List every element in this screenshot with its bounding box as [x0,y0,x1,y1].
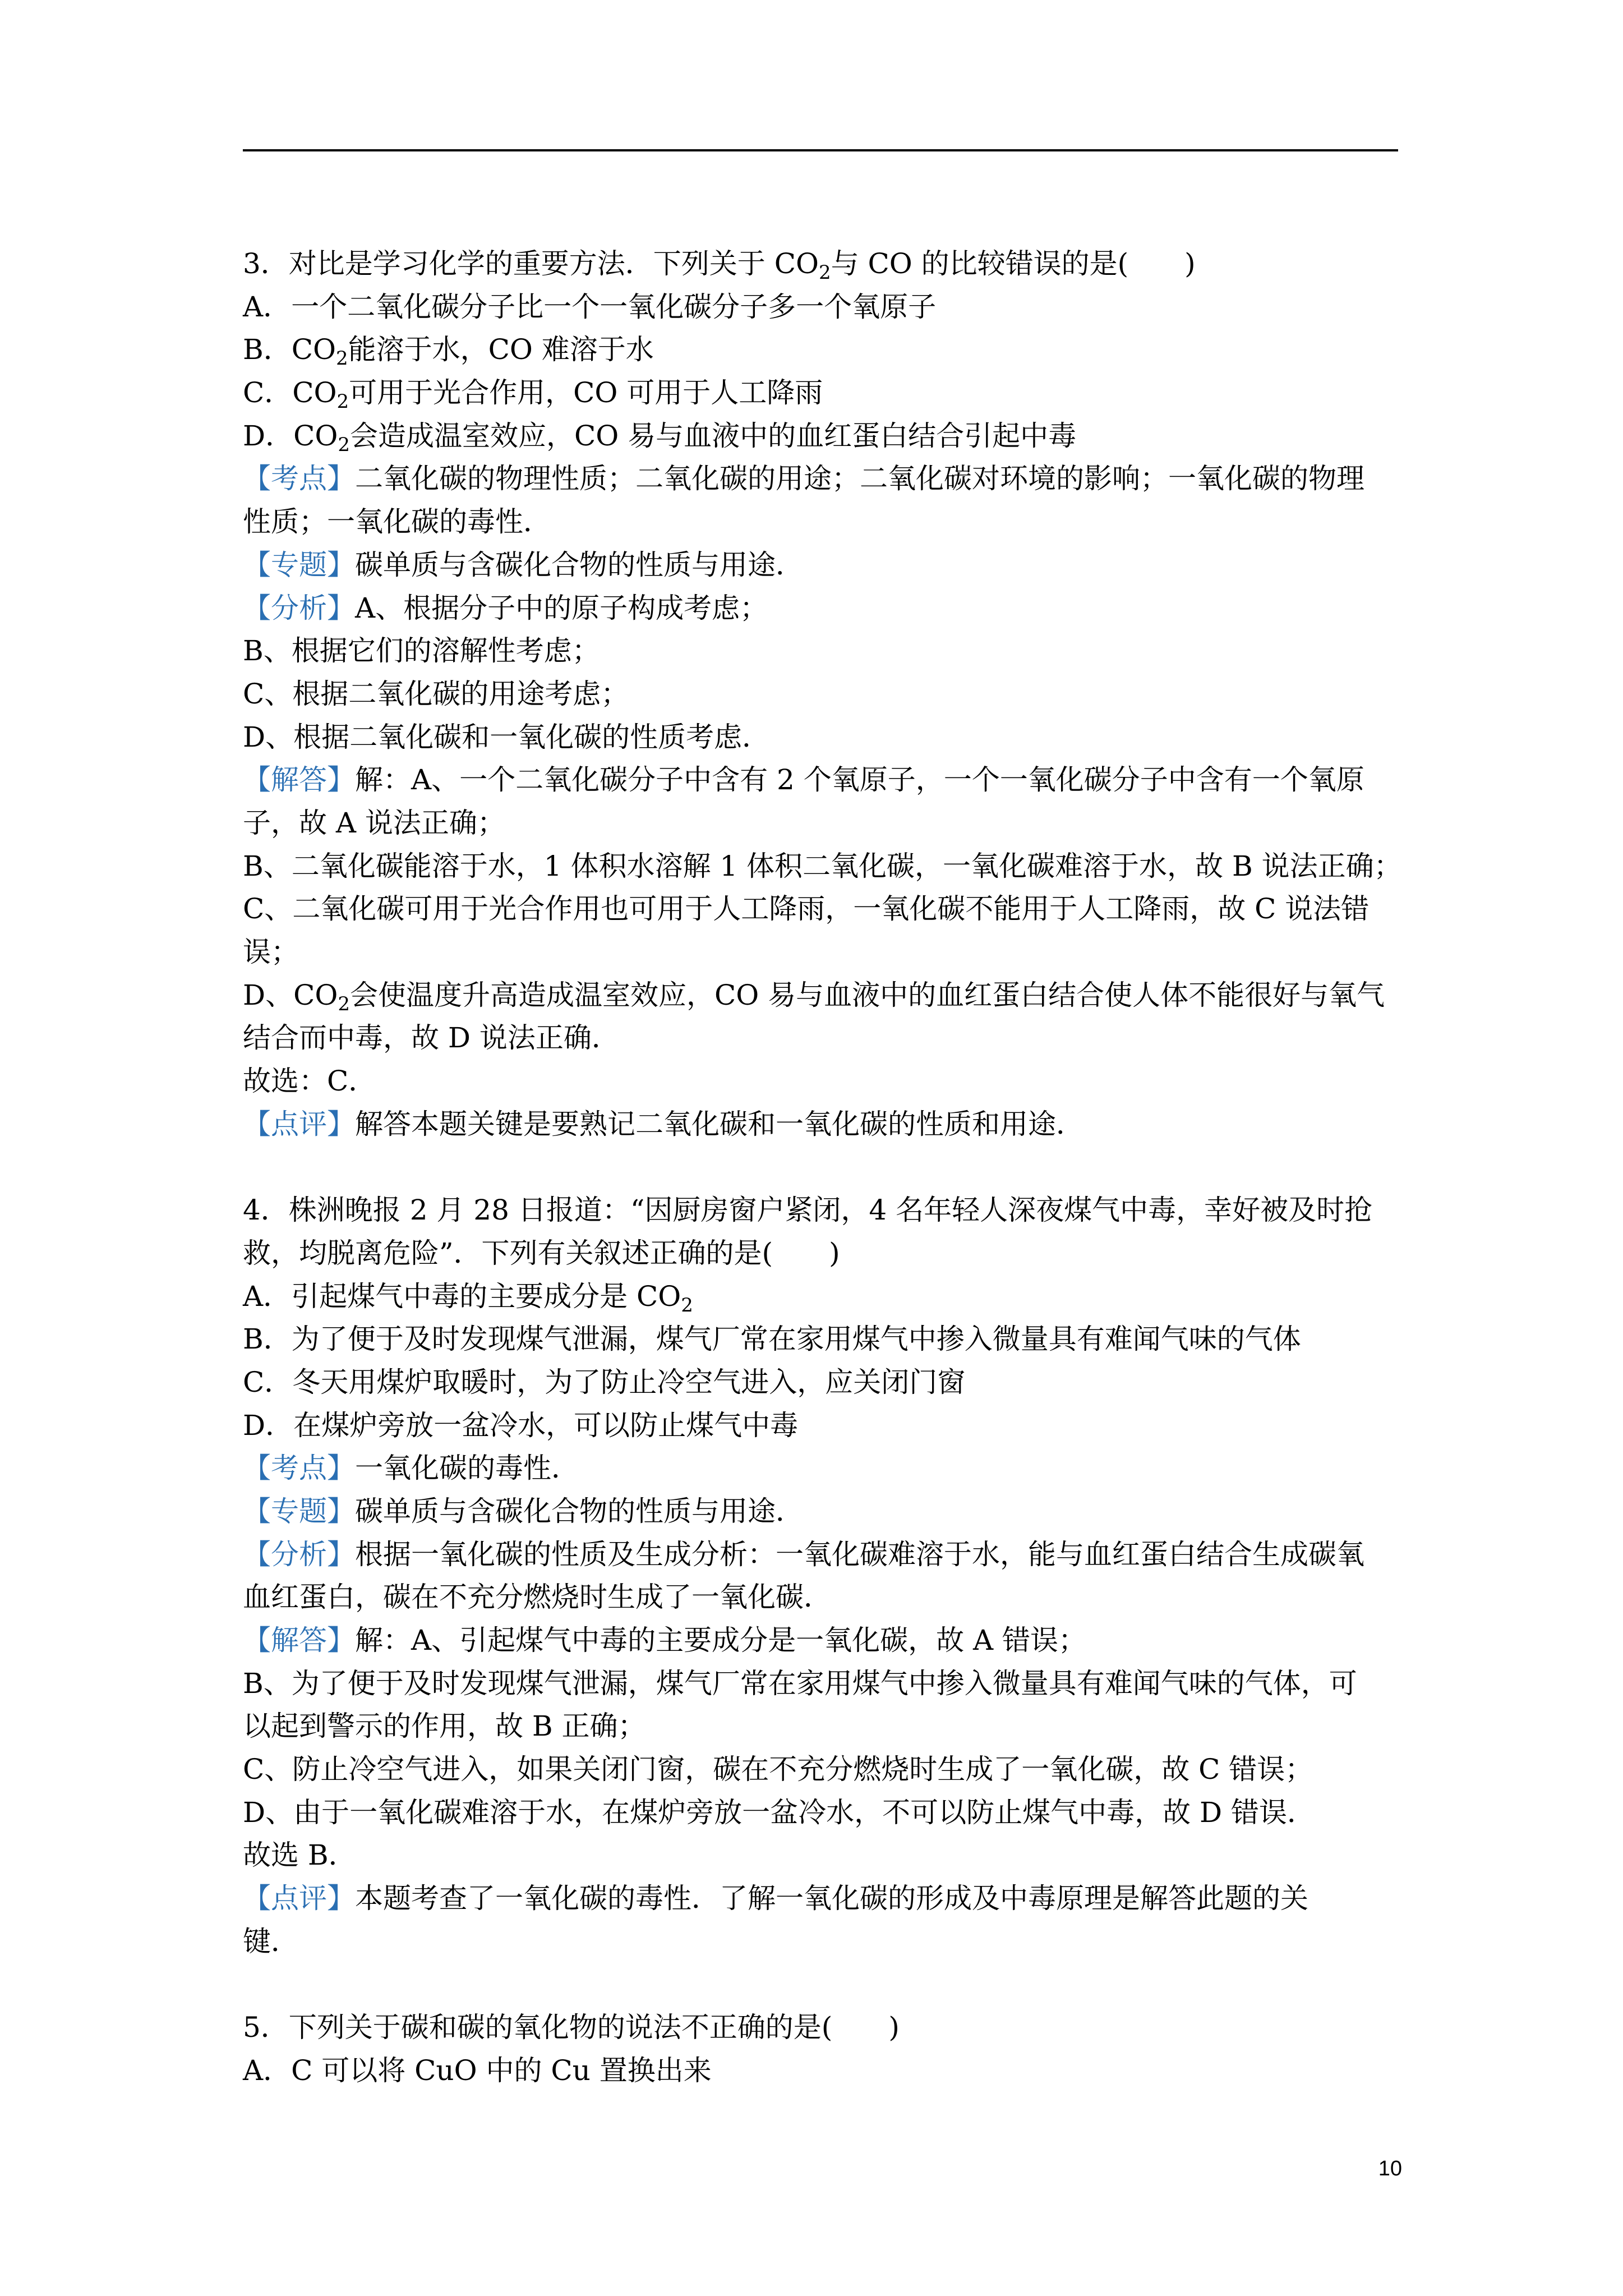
q4-answer: 故选 B． [243,1839,357,1872]
q4-fenxi: 【分析】根据一氧化碳的性质及生成分析：一氧化碳难溶于水，能与血红蛋白结合生成碳氧 [243,1538,1364,1571]
kaodian-tag: 【考点】 [243,462,355,495]
q3-zhuanti: 【专题】碳单质与含碳化合物的性质与用途． [243,548,804,581]
q3-jieda: 【解答】解：A、一个二氧化碳分子中含有 2 个氧原子，一个一氧化碳分子中含有一个氧原 [243,763,1364,797]
q4-option-c: C．冬天用煤炉取暖时，为了防止冷空气进入，应关闭门窗 [243,1365,966,1398]
q3-jieda-2: 子，故 A 说法正确； [243,806,505,839]
fenxi-tag: 【分析】 [243,1538,355,1571]
q4-stem: 4．株洲晚报 2 月 28 日报道：“因厨房窗户紧闭，4 名年轻人深夜煤气中毒，幸好被及时抢 [243,1194,1373,1227]
q3-jieda-4: C、二氧化碳可用于光合作用也可用于人工降雨，一氧化碳不能用于人工降雨，故 C 说法错 [243,892,1370,926]
q4-dianping: 【点评】本题考查了一氧化碳的毒性．了解一氧化碳的形成及中毒原理是解答此题的关 [243,1882,1308,1915]
zhuanti-tag: 【专题】 [243,548,355,581]
q3-jieda-3: B、二氧化碳能溶于水，1 体积水溶解 1 体积二氧化碳，一氧化碳难溶于水，故 B 说法正确； [243,849,1402,882]
q3-option-a: A．一个二氧化碳分子比一个一氧化碳分子多一个氧原子 [243,290,937,323]
page-number: 10 [1378,2157,1402,2180]
q3-dianping: 【点评】解答本题关键是要熟记二氧化碳和一氧化碳的性质和用途． [243,1107,1084,1140]
q3-answer: 故选：C． [243,1065,377,1098]
q3-fenxi: 【分析】A、根据分子中的原子构成考虑； [243,591,768,624]
q5-option-a: A．C 可以将 CuO 中的 Cu 置换出来 [243,2054,712,2087]
q3-jieda-5: 误； [243,936,299,968]
kaodian-tag: 【考点】 [243,1452,355,1485]
q4-fenxi-cont: 血红蛋白，碳在不充分燃烧时生成了一氧化碳． [243,1581,832,1614]
q4-zhuanti: 【专题】碳单质与含碳化合物的性质与用途． [243,1494,804,1527]
q4-option-d: D．在煤炉旁放一盆冷水，可以防止煤气中毒 [243,1409,799,1442]
q3-option-d: D．$CO_2$会造成温室效应，CO 易与血液中的血红蛋白结合引起中毒 [243,419,1077,456]
q3-stem: 3．对比是学习化学的重要方法．下列关于 $CO_2$与 CO 的比较错误的是( ) [243,247,1196,284]
q3-kaodian: 【考点】二氧化碳的物理性质；二氧化碳的用途；二氧化碳对环境的影响；一氧化碳的物理 [243,462,1364,495]
q3-jieda-6: D、$CO_2$会使温度升高造成温室效应，CO 易与血液中的血红蛋白结合使人体不能很好与氧气 [243,978,1385,1015]
q4-option-a: A．引起煤气中毒的主要成分是 $CO_2$ [243,1280,693,1317]
q4-jieda-4: C、防止冷空气进入，如果关闭门窗，碳在不充分燃烧时生成了一氧化碳，故 C 错误； [243,1753,1313,1786]
page-content [243,242,1421,2092]
q3-kaodian-cont: 性质；一氧化碳的毒性． [243,505,551,539]
jieda-tag: 【解答】 [243,763,355,797]
q3-option-c: C．$CO_2$可用于光合作用，CO 可用于人工降雨 [243,376,823,413]
dianping-tag: 【点评】 [243,1882,355,1915]
header-rule [243,149,1398,151]
q4-jieda-3: 以起到警示的作用，故 B 正确； [243,1710,646,1743]
q4-jieda-5: D、由于一氧化碳难溶于水，在煤炉旁放一盆冷水，不可以防止煤气中毒，故 D 错误． [243,1796,1315,1829]
jieda-tag: 【解答】 [243,1624,355,1657]
zhuanti-tag: 【专题】 [243,1494,355,1527]
q5-stem: 5．下列关于碳和碳的氧化物的说法不正确的是( ) [243,2011,900,2044]
q4-jieda-2: B、为了便于及时发现煤气泄漏，煤气厂常在家用煤气中掺入微量具有难闻气味的气体，可 [243,1667,1357,1700]
q3-fenxi-c: C、根据二氧化碳的用途考虑； [243,677,629,710]
q3-fenxi-b: B、根据它们的溶解性考虑； [243,634,600,668]
q4-jieda: 【解答】解：A、引起煤气中毒的主要成分是一氧化碳，故 A 错误； [243,1624,1087,1657]
q4-stem-cont: 救，均脱离危险”．下列有关叙述正确的是( ) [243,1236,840,1269]
q3-fenxi-d: D、根据二氧化碳和一氧化碳的性质考虑． [243,720,771,753]
spacer [243,1963,1421,2007]
q4-kaodian: 【考点】一氧化碳的毒性． [243,1452,579,1485]
q3-option-b: B．$CO_2$能溶于水，CO 难溶于水 [243,333,654,370]
q3-jieda-7: 结合而中毒，故 D 说法正确． [243,1022,620,1055]
q4-dianping-cont: 键． [243,1925,299,1958]
fenxi-tag: 【分析】 [243,591,355,624]
spacer [243,1145,1421,1189]
q4-option-b: B．为了便于及时发现煤气泄漏，煤气厂常在家用煤气中掺入微量具有难闻气味的气体 [243,1323,1301,1356]
dianping-tag: 【点评】 [243,1107,355,1140]
